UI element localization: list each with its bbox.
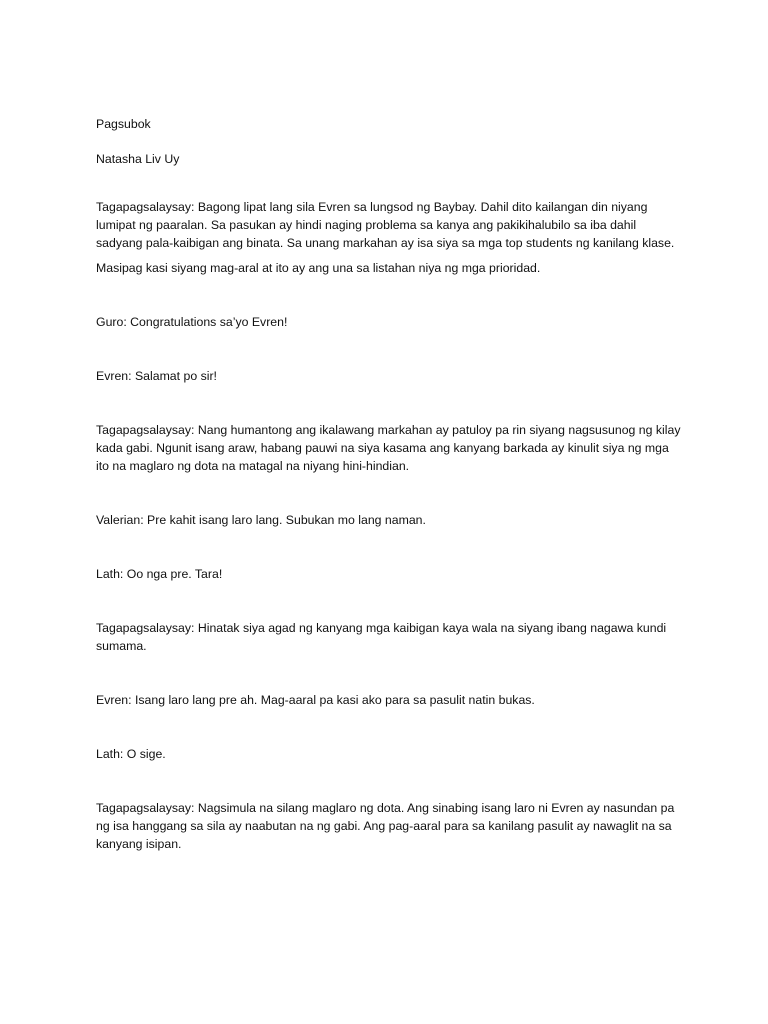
document-title: Pagsubok (96, 117, 151, 131)
dialogue-line: Guro: Congratulations sa’yo Evren! (96, 315, 288, 329)
document-author: Natasha Liv Uy (96, 152, 180, 166)
narration-paragraph: Masipag kasi siyang mag-aral at ito ay ang una sa listahan niya ng mga prioridad. (96, 261, 541, 275)
dialogue-line: Evren: Salamat po sir! (96, 369, 217, 383)
narration-paragraph: Tagapagsalaysay: Nang humantong ang ikalawang markahan ay patuloy pa rin siyang nagsusunog ng kilay kada gabi. Ngunit isang araw, habang pauwi na siya kasama ang kanyang barkada ay kinulit siya ng mga ito na maglaro ng dota na matagal na niyang hini-hindian. (96, 423, 681, 473)
narration-paragraph: Tagapagsalaysay: Hinatak siya agad ng kanyang mga kaibigan kaya wala na siyang ibang nagawa kundi sumama. (96, 621, 667, 653)
document-page (96, 115, 681, 853)
dialogue-line: Lath: O sige. (96, 747, 166, 761)
dialogue-line: Valerian: Pre kahit isang laro lang. Subukan mo lang naman. (96, 513, 426, 527)
narration-paragraph: Tagapagsalaysay: Nagsimula na silang maglaro ng dota. Ang sinabing isang laro ni Evren ay nasundan pa ng isa hanggang sa sila ay naabutan na ng gabi. Ang pag-aaral para sa kanilang pasulit ay nawaglit na sa kanyang isipan. (96, 801, 675, 851)
narration-paragraph: Tagapagsalaysay: Bagong lipat lang sila Evren sa lungsod ng Baybay. Dahil dito kailangan din niyang lumipat ng paaralan. Sa pasukan ay hindi naging problema sa kanya ang pakikihalubilo sa iba dahil sadyang pala-kaibigan ang binata. Sa unang markahan ay isa siya sa mga top students ng kanilang klase. (96, 200, 675, 250)
dialogue-line: Evren: Isang laro lang pre ah. Mag-aaral pa kasi ako para sa pasulit natin bukas. (96, 693, 535, 707)
dialogue-line: Lath: Oo nga pre. Tara! (96, 567, 223, 581)
